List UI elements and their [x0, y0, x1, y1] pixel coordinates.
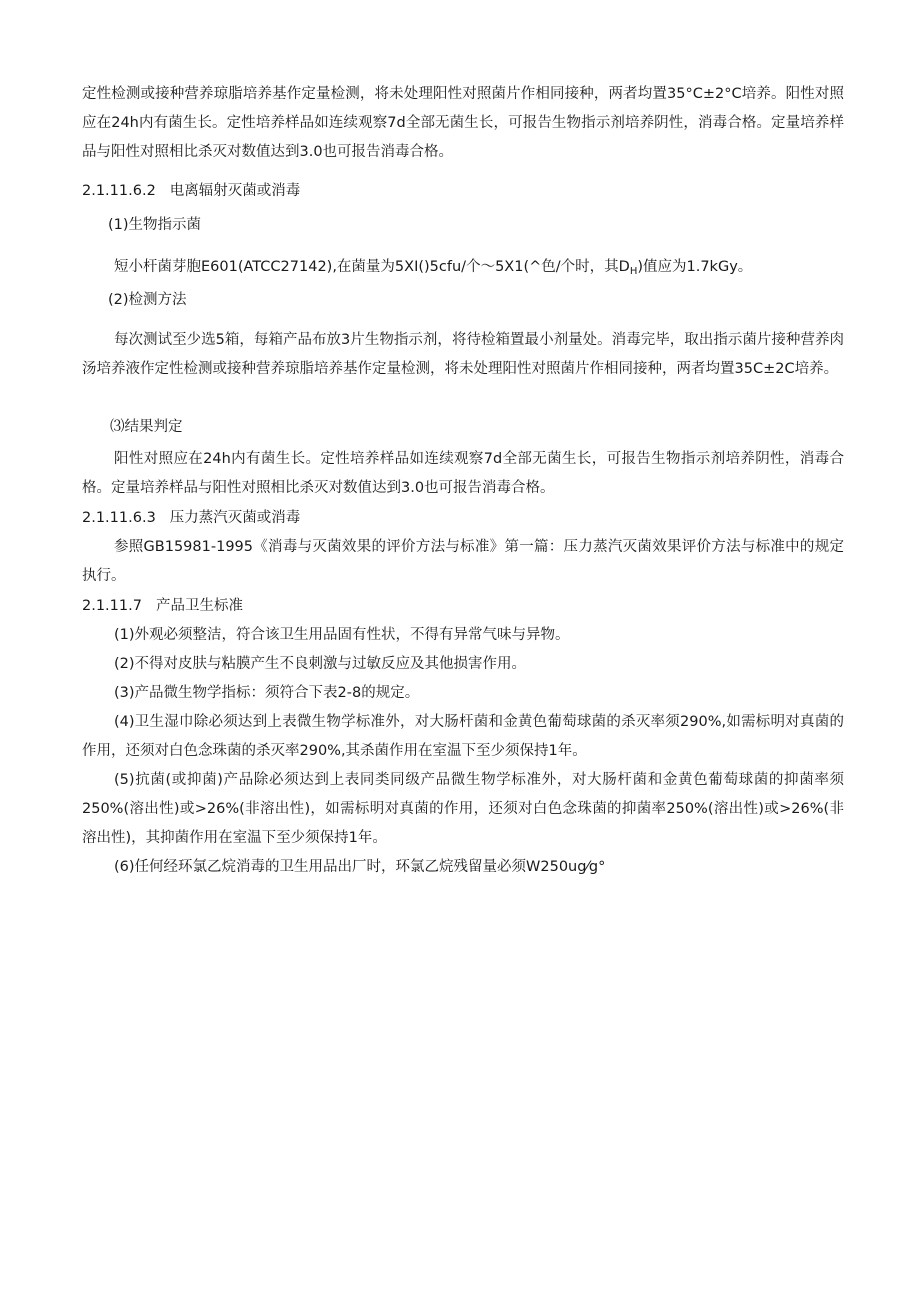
paragraph-test-method: 每次测试至少选5箱，每箱产品布放3片生物指示剂，将待检箱置最小剂量处。消毒完毕，取出指示菌片接种营养肉汤培养液作定性检测或接种营养琼脂培养基作定量检测，将未处理阳性对照菌片作相同接种，两者均置35C±2C培养。	[82, 332, 844, 377]
indicator-strain-text: 短小杆菌芽胞E601(ATCC27142),在菌量为5XI()5cfu/个～5X1(^色/个时，其D	[114, 259, 630, 275]
section-title: 压力蒸汽灭菌或消毒	[169, 510, 301, 526]
section-number: 2.1.11.6.3	[82, 510, 156, 526]
list-item-irritation: (2)不得对皮肤与粘膜产生不良刺激与过敏反应及其他损害作用。	[114, 656, 527, 672]
section-title: 电离辐射灭菌或消毒	[169, 183, 301, 199]
section-number: 2.1.11.6.2	[82, 183, 156, 199]
paragraph-indicator-strain	[114, 257, 752, 282]
list-item-wet-wipes: (4)卫生湿巾除必须达到上表微生物学标准外，对大肠杆菌和金黄色葡萄球菌的杀灭率须290%,如需标明对真菌的作用，还须对白色念珠菌的杀灭率290%,其杀菌作用在室温下至少须保持1年。	[82, 714, 844, 759]
section-heading-2-1-11-6-3	[82, 508, 300, 528]
list-item-appearance: (1)外观必须整洁，符合该卫生用品固有性状，不得有异常气味与异物。	[114, 627, 570, 643]
paragraph-result-judgement: 阳性对照应在24h内有菌生长。定性培养样品如连续观察7d全部无菌生长，可报告生物指示剂培养阴性，消毒合格。定量培养样品与阳性对照相比杀灭对数值达到3.0也可报告消毒合格。	[82, 451, 844, 496]
paragraph-pressure-steam-reference: 参照GB15981-1995《消毒与灭菌效果的评价方法与标准》第一篇：压力蒸汽灭菌效果评价方法与标准中的规定执行。	[82, 539, 844, 584]
section-number: 2.1.11.7	[82, 598, 142, 614]
subheading-result-judgement: ⑶结果判定	[110, 419, 183, 435]
subheading-test-method: (2)检测方法	[108, 292, 187, 308]
indicator-strain-text-end: )值应为1.7kGy。	[637, 259, 753, 275]
list-item-antibacterial: (5)抗菌(或抑菌)产品除必须达到上表同类同级产品微生物学标准外，对大肠杆菌和金黄色葡萄球菌的抑菌率须250%(溶出性)或>26%(非溶出性)，如需标明对真菌的作用，还须对白色念珠菌的抑菌率250%(溶出性)或>26%(非溶出性)，其抑菌作用在室温下至少须保持1年。	[82, 772, 844, 846]
list-item-ethylene-oxide-residue: (6)任何经环氯乙烷消毒的卫生用品出厂时，环氯乙烷残留量必须W250ug⁄g°	[114, 859, 606, 875]
paragraph-positive-control-continued: 定性检测或接种营养琼脂培养基作定量检测，将未处理阳性对照菌片作相同接种，两者均置35°C±2°C培养。阳性对照应在24h内有菌生长。定性培养样品如连续观察7d全部无菌生长，可报告生物指示剂培养阴性，消毒合格。定量培养样品与阳性对照相比杀灭对数值达到3.0也可报告消毒合格。	[82, 86, 844, 160]
list-item-microbiology: (3)产品微生物学指标：须符合下表2-8的规定。	[114, 685, 420, 701]
section-title: 产品卫生标准	[155, 598, 243, 614]
subheading-biological-indicator: (1)生物指示菌	[108, 217, 202, 233]
d-value-subscript: H	[629, 266, 638, 277]
section-heading-2-1-11-7	[82, 596, 243, 616]
section-heading-2-1-11-6-2	[82, 181, 300, 201]
